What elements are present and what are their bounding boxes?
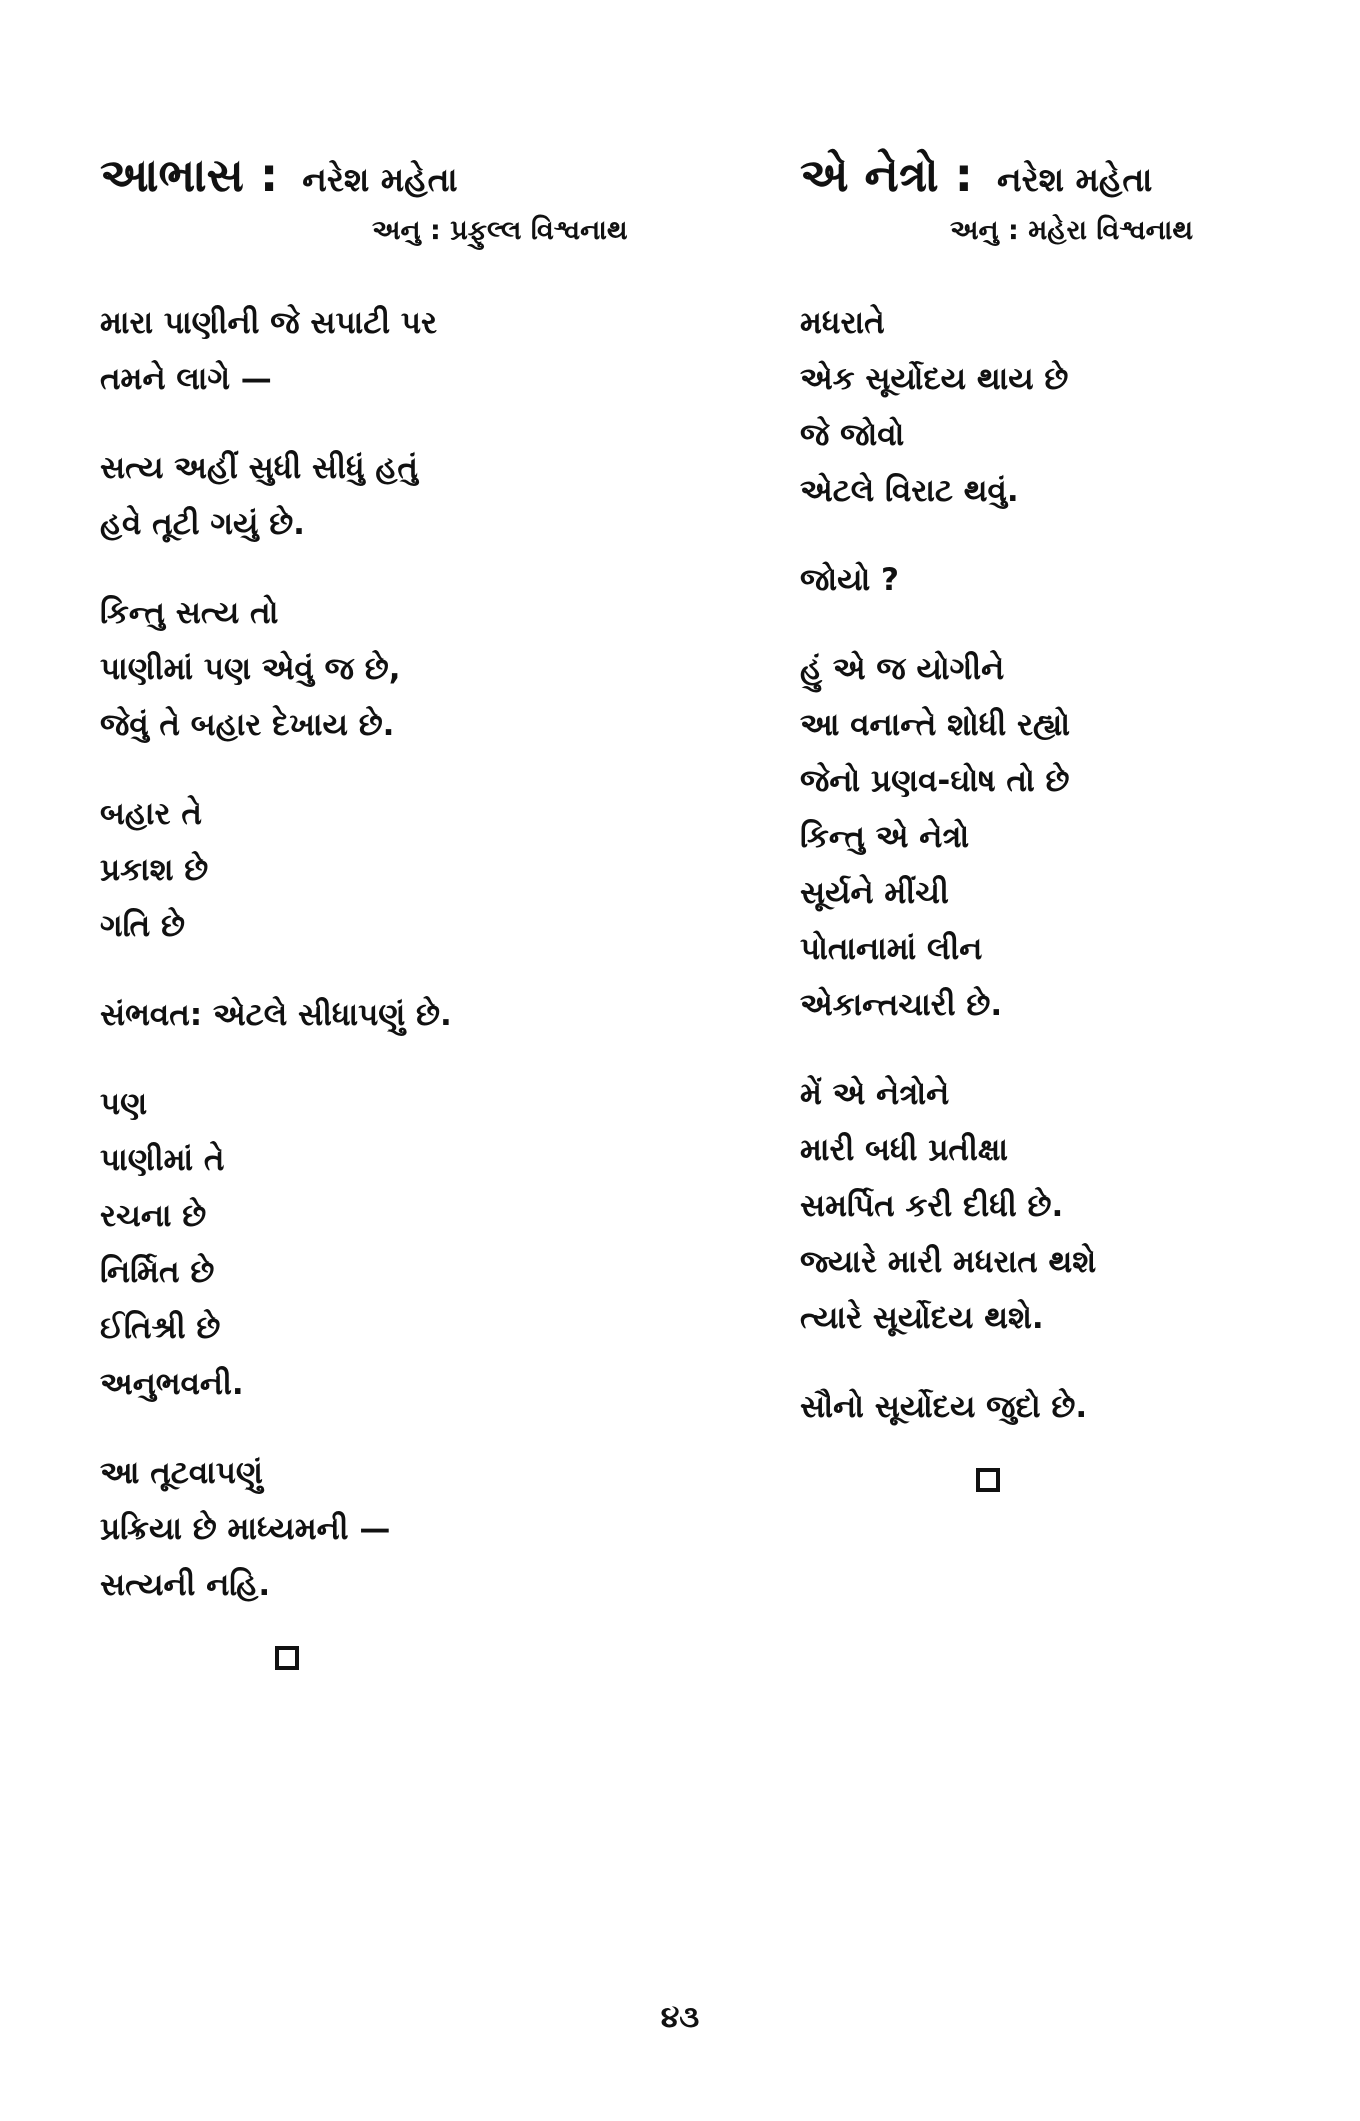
poem-line: અનુભવની. — [100, 1365, 244, 1402]
poem-line: સત્યની નહિ. — [100, 1566, 271, 1603]
stanza — [800, 1379, 1280, 1435]
poem-line: સૌનો સૂર્યોદય જુદો છે. — [800, 1388, 1088, 1425]
stanza — [800, 552, 1280, 608]
poem-line: જેવું તે બહાર દેખાય છે. — [100, 706, 395, 743]
poem-line: સત્ય અહીં સુધી સીધું હતું — [100, 449, 418, 486]
stanza — [100, 1445, 660, 1613]
poem-line: કિન્તુ એ નેત્રો — [800, 818, 970, 855]
stanza — [100, 987, 660, 1043]
poem-line: રચના છે — [100, 1197, 207, 1234]
stanza — [100, 786, 660, 954]
poem-line: પોતાનામાં લીન — [800, 930, 983, 967]
stanza — [100, 295, 660, 407]
poem-body — [100, 295, 660, 1613]
poem-line: જોયો ? — [800, 561, 899, 598]
poem-line: જે જોવો — [800, 416, 905, 453]
poem-translator: અનુ : મહેરા વિશ્વનાથ — [950, 214, 1194, 246]
page-number: ૪૩ — [660, 2000, 700, 2035]
poem-translator: અનુ : પ્રફુલ્લ વિશ્વનાથ — [372, 214, 628, 246]
poem-line: પાણીમાં તે — [100, 1141, 225, 1178]
stanza — [100, 585, 660, 753]
poem-title — [100, 150, 660, 201]
poem-line: જ્યારે મારી મધરાત થશે — [800, 1243, 1097, 1280]
poem-line: ઈતિશ્રી છે — [100, 1309, 221, 1346]
poem-line: પ્રકાશ છે — [100, 851, 209, 888]
poem-line: બહાર તે — [100, 795, 202, 832]
poem-line: કિન્તુ સત્ય તો — [100, 594, 279, 631]
poem-line: સૂર્યને મીંચી — [800, 874, 949, 911]
poem-line: તમને લાગે — — [100, 360, 272, 397]
poem-author: નરેશ મહેતા — [302, 160, 458, 199]
poem-line: નિર્મિત છે — [100, 1253, 215, 1290]
stanza — [800, 641, 1280, 1033]
poem-line: પણ — [100, 1085, 148, 1122]
poem-line: ગતિ છે — [100, 907, 185, 944]
poem-title-text: આભાસ : — [100, 148, 279, 202]
stanza — [800, 1066, 1280, 1346]
poem-line: હું એ જ યોગીને — [800, 650, 1005, 687]
poem-line: પ્રક્રિયા છે માધ્યમની — — [100, 1510, 391, 1547]
stanza — [100, 440, 660, 552]
end-square-icon — [275, 1646, 299, 1670]
poem-line: આ તૂટવાપણું — [100, 1454, 263, 1491]
poem-line: એટલે વિરાટ થવું. — [800, 472, 1019, 509]
poem-line: મેં એ નેત્રોને — [800, 1075, 950, 1112]
left-poem — [100, 150, 660, 1670]
poem-title — [800, 150, 1280, 201]
poem-line: એકાન્તચારી છે. — [800, 986, 1003, 1023]
poem-line: એક સૂર્યોદય થાય છે — [800, 360, 1069, 397]
poem-author: નરેશ મહેતા — [997, 160, 1153, 199]
poem-body — [800, 295, 1280, 1435]
poem-line: જેનો પ્રણવ-ઘોષ તો છે — [800, 762, 1070, 799]
stanza — [800, 295, 1280, 519]
end-square-icon — [976, 1468, 1000, 1492]
poem-line: સંભવત: એટલે સીધાપણું છે. — [100, 996, 452, 1033]
poem-line: પાણીમાં પણ એવું જ છે, — [100, 650, 401, 687]
stanza — [100, 1076, 660, 1412]
poem-line: સમર્પિત કરી દીધી છે. — [800, 1187, 1064, 1224]
poem-line: મધરાતે — [800, 304, 885, 341]
right-poem — [800, 150, 1280, 1492]
poem-line: આ વનાન્તે શોધી રહ્યો — [800, 706, 1070, 743]
poem-title-text: એ નેત્રો : — [800, 148, 974, 202]
poem-line: મારા પાણીની જે સપાટી પર — [100, 304, 438, 341]
poem-line: હવે તૂટી ગયું છે. — [100, 505, 305, 542]
poem-line: ત્યારે સૂર્યોદય થશે. — [800, 1299, 1044, 1336]
poem-line: મારી બધી પ્રતીક્ષા — [800, 1131, 1008, 1168]
